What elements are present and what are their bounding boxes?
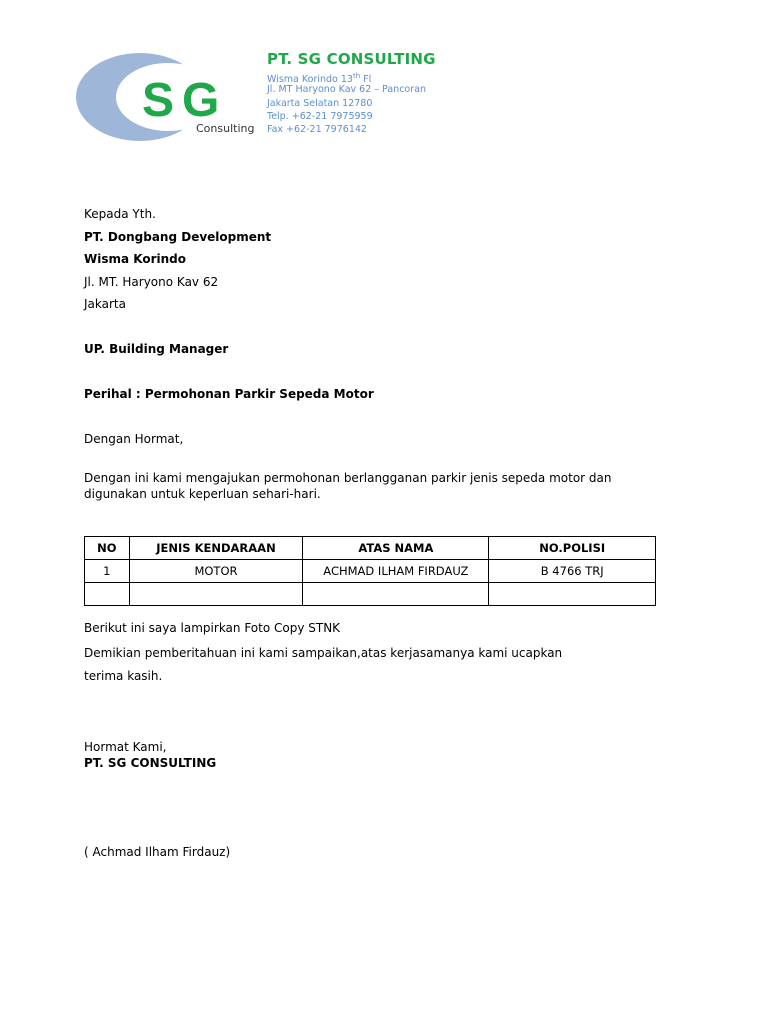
- logo-lettering: [142, 74, 254, 135]
- regards: Hormat Kami,: [84, 740, 167, 754]
- attachment-note: Berikut ini saya lampirkan Foto Copy STNK: [84, 621, 341, 635]
- address-line-1: Wisma Korindo 13th Fl: [267, 72, 372, 86]
- closing-line: Demikian pemberitahuan ini kami sampaikan,atas kerjasamanya kami ucapkan: [84, 646, 563, 660]
- address-line-2: Jl. MT Haryono Kav 62 – Pancoran: [267, 84, 426, 95]
- header-plate-number: NO.POLISI: [489, 537, 656, 560]
- header-no: NO: [85, 537, 130, 560]
- subject-line: Perihal : Permohonan Parkir Sepeda Motor: [84, 387, 374, 401]
- cell-owner-name: [303, 583, 489, 606]
- signature-company: PT. SG CONSULTING: [84, 756, 217, 770]
- table-row: [85, 560, 656, 583]
- closing-thanks: terima kasih.: [84, 669, 163, 683]
- company-name: PT. SG CONSULTING: [267, 50, 436, 68]
- intro-paragraph: Dengan ini kami mengajukan permohonan berlangganan parkir jenis sepeda motor dan digunakan untuk keperluan sehari-hari.: [84, 471, 612, 501]
- table-header-row: [85, 537, 656, 560]
- phone-line: Telp. +62-21 7975959: [267, 111, 373, 122]
- cell-plate-number: [489, 583, 656, 606]
- cell-plate-number: B 4766 TRJ: [489, 560, 656, 583]
- cell-no: [85, 583, 130, 606]
- logo-g: G: [182, 74, 220, 127]
- fax-line: Fax +62-21 7976142: [267, 124, 367, 135]
- recipient-company: PT. Dongbang Development: [84, 230, 272, 244]
- address-line-3: Jakarta Selatan 12780: [267, 98, 373, 109]
- table-row: [85, 583, 656, 606]
- logo-subtext: Consulting: [196, 122, 255, 135]
- cell-no: 1: [85, 560, 130, 583]
- recipient-building: Wisma Korindo: [84, 252, 187, 266]
- vehicle-table: [84, 536, 656, 606]
- recipient-city: Jakarta: [84, 297, 126, 311]
- header-owner-name: ATAS NAMA: [303, 537, 489, 560]
- cell-owner-name: ACHMAD ILHAM FIRDAUZ: [303, 560, 489, 583]
- recipient-street: Jl. MT. Haryono Kav 62: [84, 275, 219, 289]
- cell-vehicle-type: [129, 583, 303, 606]
- attention-line: UP. Building Manager: [84, 342, 229, 356]
- company-logo: [74, 50, 264, 146]
- greeting: Dengan Hormat,: [84, 432, 184, 446]
- signatory-name: ( Achmad Ilham Firdauz): [84, 845, 231, 859]
- logo-s: S: [142, 74, 175, 127]
- header-vehicle-type: JENIS KENDARAAN: [129, 537, 303, 560]
- cell-vehicle-type: MOTOR: [129, 560, 303, 583]
- recipient-salutation: Kepada Yth.: [84, 207, 156, 221]
